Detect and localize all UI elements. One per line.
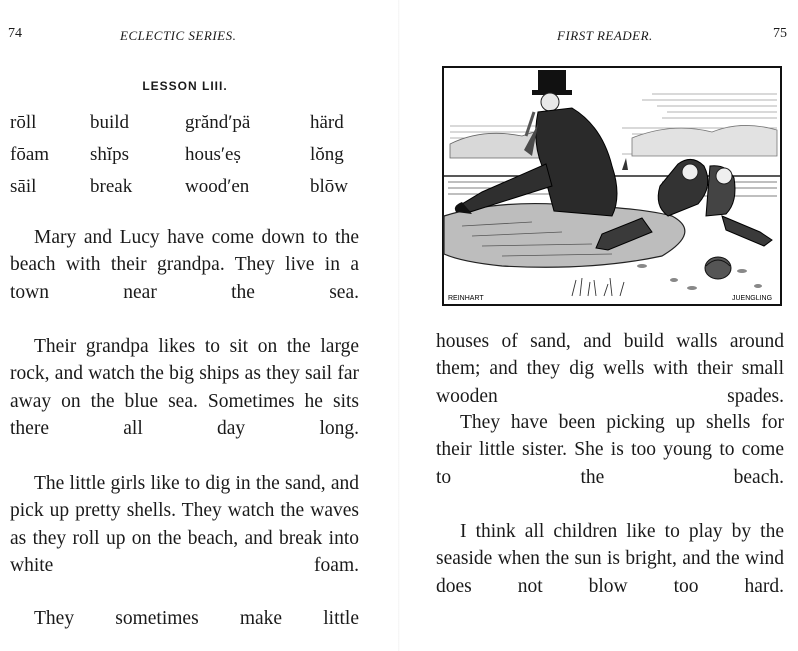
vocab-word: rōll — [10, 112, 37, 133]
lesson-title: LESSON LIII. — [142, 79, 228, 93]
vocab-word: wood′en — [185, 176, 250, 197]
left-running-head: ECLECTIC SERIES. — [120, 28, 237, 43]
vocabulary-list — [10, 110, 360, 199]
paragraph: Mary and Lucy have come down to the beach with their grandpa. They live in a town near the sea. — [10, 227, 359, 303]
right-running-head: FIRST READER. — [557, 28, 653, 43]
vocab-word: härd — [310, 112, 344, 133]
vocab-word: shĭps — [90, 144, 130, 165]
paragraph: They sometimes make little — [34, 608, 359, 629]
vocab-word: sāil — [10, 176, 37, 197]
vocab-word: blōw — [310, 176, 348, 197]
vocab-word: fōam — [10, 144, 50, 165]
vocab-word: build — [90, 112, 130, 133]
vocab-word: lŏng — [310, 144, 344, 165]
paragraph: I think all children like to play by the seaside when the sun is bright, and the wind does not blow too hard. — [436, 521, 784, 597]
engraver-signature: JUENGLING — [732, 295, 773, 302]
beach-illustration — [442, 66, 782, 306]
illustrator-signature: REINHART — [448, 295, 484, 302]
vocab-word: grănd′pä — [185, 112, 251, 133]
left-page-number: 74 — [8, 26, 22, 41]
right-page-number: 75 — [773, 26, 787, 41]
vocab-word: break — [90, 176, 133, 197]
vocab-word: hous′eṣ — [185, 144, 241, 165]
paragraph: Their grandpa likes to sit on the large rock, and watch the big ships as they sail far away on the blue sea. Sometimes he sits there all day long. — [10, 336, 359, 439]
paragraph: houses of sand, and build walls around them; and they dig wells with their small wooden spades. — [436, 331, 784, 407]
paragraph: The little girls like to dig in the sand, and pick up pretty shells. They watch the waves as they roll up on the beach, and break into white foam. — [10, 473, 359, 576]
paragraph: They have been picking up shells for their little sister. She is too young to come to the beach. — [436, 412, 784, 488]
